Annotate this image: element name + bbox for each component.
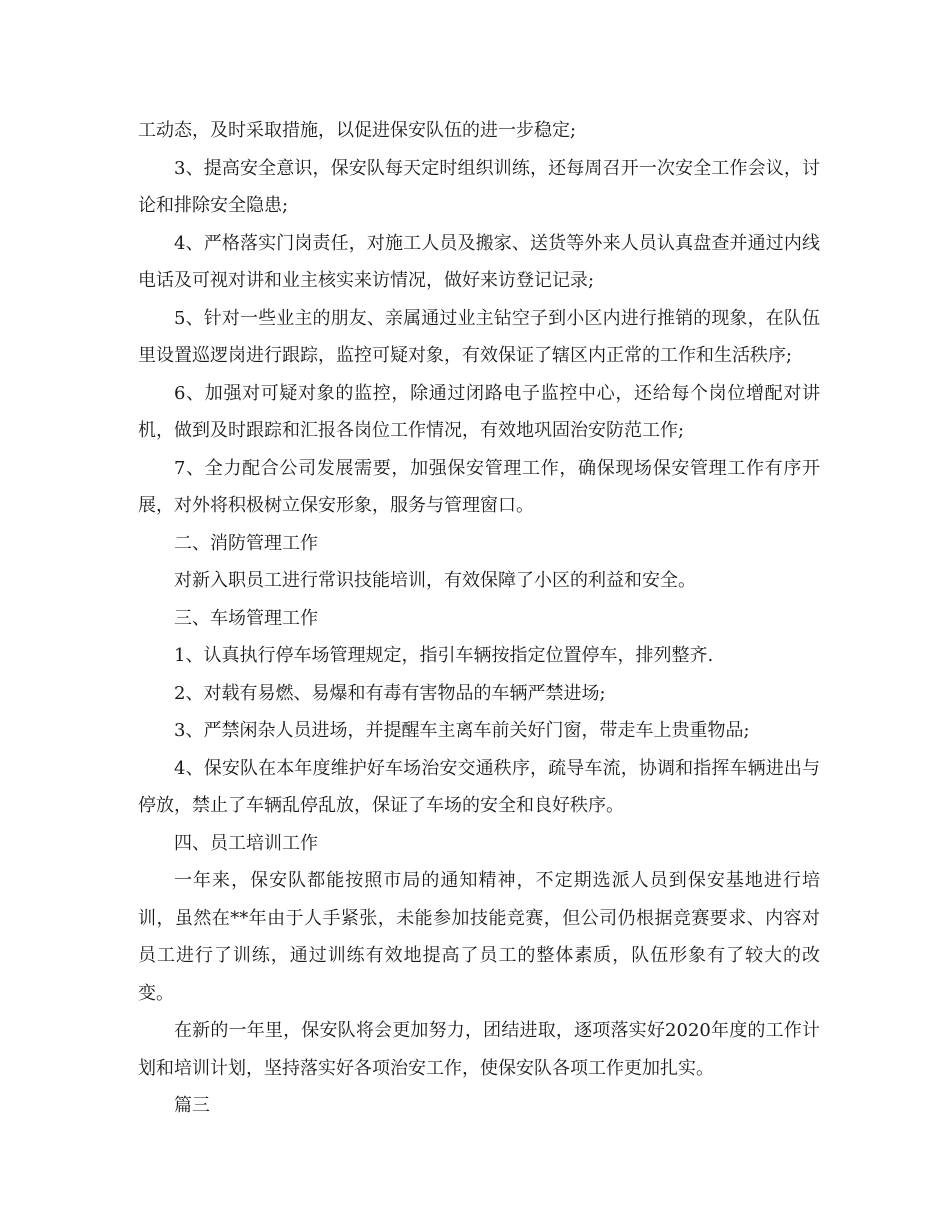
paragraph-item-4: 4、严格落实门岗责任，对施工人员及搬家、送货等外来人员认真盘查并通过内线电话及可视对讲和业主核实来访情况，做好来访登记记录; [138,232,820,291]
section-heading-training: 四、员工培训工作 [174,832,318,854]
paragraph-parking-2: 2、对载有易燃、易爆和有毒有害物品的车辆严禁进场; [174,682,606,704]
paragraph-parking-4: 4、保安队在本年度维护好车场治安交通秩序，疏导车流，协调和指挥车辆进出与停放，禁止了车辆乱停乱放，保证了车场的安全和良好秩序。 [138,757,820,816]
section-heading-parking: 三、车场管理工作 [174,607,318,629]
section-heading-part-three: 篇三 [174,1095,210,1116]
paragraph-fire-training: 对新入职员工进行常识技能培训，有效保障了小区的利益和安全。 [174,570,696,591]
paragraph-parking-1: 1、认真执行停车场管理规定，指引车辆按指定位置停车，排列整齐. [174,645,714,666]
paragraph-training: 一年来，保安队都能按照市局的通知精神，不定期选派人员到保安基地进行培训，虽然在**年由于人手紧张，未能参加技能竞赛，但公司仍根据竞赛要求、内容对员工进行了训练，通过训练有效地提高了员工的整体素质，队伍形象有了较大的改变。 [138,870,820,1004]
section-heading-fire: 二、消防管理工作 [174,532,318,554]
document-body [138,112,820,1125]
paragraph-item-7: 7、全力配合公司发展需要，加强保安管理工作，确保现场保安管理工作有序开展，对外将积极树立保安形象，服务与管理窗口。 [138,457,820,516]
paragraph-continuation: 工动态，及时采取措施，以促进保安队伍的进一步稳定; [138,120,577,141]
paragraph-item-3: 3、提高安全意识，保安队每天定时组织训练，还每周召开一次安全工作会议，讨论和排除安全隐患; [138,157,820,216]
paragraph-parking-3: 3、严禁闲杂人员进场，并提醒车主离车前关好门窗，带走车上贵重物品; [174,720,750,741]
paragraph-new-year: 在新的一年里，保安队将会更加努力，团结进取，逐项落实好2020年度的工作计划和培训计划，坚持落实好各项治安工作，使保安队各项工作更加扎实。 [138,1020,820,1079]
paragraph-item-6: 6、加强对可疑对象的监控，除通过闭路电子监控中心，还给每个岗位增配对讲机，做到及时跟踪和汇报各岗位工作情况，有效地巩固治安防范工作; [138,382,820,441]
paragraph-item-5: 5、针对一些业主的朋友、亲属通过业主钻空子到小区内进行推销的现象，在队伍里设置巡逻岗进行跟踪，监控可疑对象，有效保证了辖区内正常的工作和生活秩序; [138,307,820,366]
